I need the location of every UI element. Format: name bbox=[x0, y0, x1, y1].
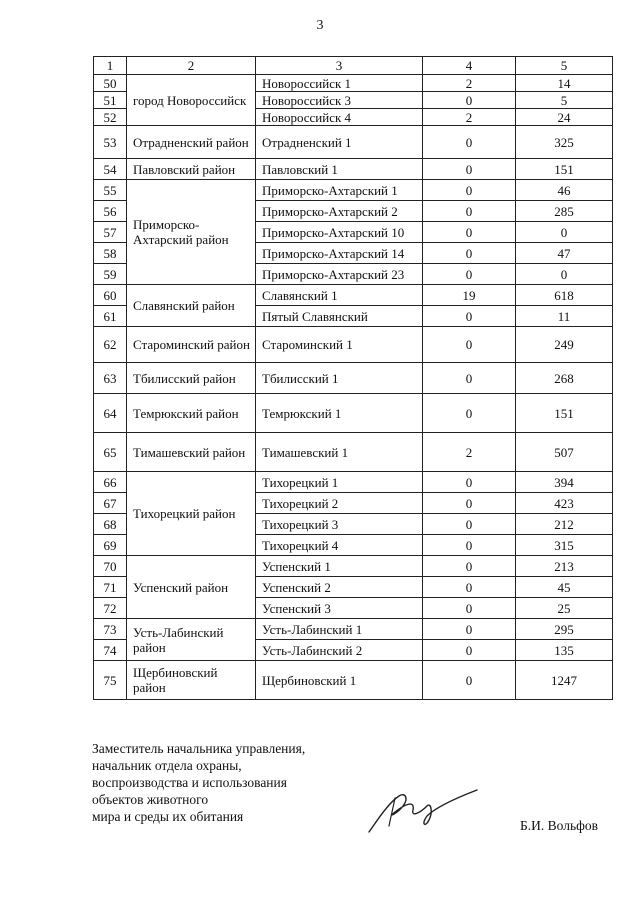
district-name: Тихорецкий район bbox=[127, 472, 256, 556]
hunting-ground-name: Приморско-Ахтарский 14 bbox=[256, 243, 423, 264]
hunting-ground-name: Новороссийск 3 bbox=[256, 92, 423, 109]
row-number: 62 bbox=[94, 327, 127, 363]
value-col5: 25 bbox=[516, 598, 613, 619]
value-col5: 0 bbox=[516, 264, 613, 285]
value-col5: 268 bbox=[516, 363, 613, 394]
row-number: 72 bbox=[94, 598, 127, 619]
value-col4: 0 bbox=[423, 556, 516, 577]
value-col4: 0 bbox=[423, 243, 516, 264]
signer-title-line: начальник отдела охраны, bbox=[92, 758, 242, 773]
district-name: Темрюкский район bbox=[127, 394, 256, 433]
handwritten-signature bbox=[365, 782, 485, 837]
row-number: 67 bbox=[94, 493, 127, 514]
hunting-ground-name: Пятый Славянский bbox=[256, 306, 423, 327]
row-number: 61 bbox=[94, 306, 127, 327]
row-number: 74 bbox=[94, 640, 127, 661]
hunting-ground-name: Успенский 1 bbox=[256, 556, 423, 577]
value-col4: 2 bbox=[423, 433, 516, 472]
signature-block bbox=[92, 740, 352, 825]
row-number: 70 bbox=[94, 556, 127, 577]
value-col4: 0 bbox=[423, 180, 516, 201]
hunting-ground-name: Тихорецкий 4 bbox=[256, 535, 423, 556]
value-col4: 0 bbox=[423, 493, 516, 514]
hunting-ground-name: Тихорецкий 3 bbox=[256, 514, 423, 535]
district-name: Усть-Лабинский район bbox=[127, 619, 256, 661]
header-row bbox=[94, 57, 613, 75]
value-col4: 0 bbox=[423, 126, 516, 159]
value-col4: 0 bbox=[423, 640, 516, 661]
hunting-ground-name: Приморско-Ахтарский 10 bbox=[256, 222, 423, 243]
table-row bbox=[94, 661, 613, 700]
hunting-ground-name: Новороссийск 4 bbox=[256, 109, 423, 126]
value-col5: 618 bbox=[516, 285, 613, 306]
value-col5: 0 bbox=[516, 222, 613, 243]
value-col5: 11 bbox=[516, 306, 613, 327]
value-col5: 47 bbox=[516, 243, 613, 264]
hunting-ground-name: Тихорецкий 1 bbox=[256, 472, 423, 493]
hunting-ground-name: Тихорецкий 2 bbox=[256, 493, 423, 514]
value-col5: 507 bbox=[516, 433, 613, 472]
row-number: 75 bbox=[94, 661, 127, 700]
signer-title-line: объектов животного bbox=[92, 792, 209, 807]
value-col5: 285 bbox=[516, 201, 613, 222]
row-number: 68 bbox=[94, 514, 127, 535]
data-table bbox=[93, 56, 613, 700]
value-col4: 0 bbox=[423, 264, 516, 285]
value-col5: 1247 bbox=[516, 661, 613, 700]
district-name: Успенский район bbox=[127, 556, 256, 619]
column-header: 4 bbox=[423, 57, 516, 75]
value-col4: 19 bbox=[423, 285, 516, 306]
hunting-ground-name: Усть-Лабинский 2 bbox=[256, 640, 423, 661]
value-col4: 0 bbox=[423, 661, 516, 700]
row-number: 64 bbox=[94, 394, 127, 433]
district-name: Староминский район bbox=[127, 327, 256, 363]
table-row bbox=[94, 619, 613, 640]
hunting-ground-name: Успенский 2 bbox=[256, 577, 423, 598]
table-row bbox=[94, 394, 613, 433]
row-number: 73 bbox=[94, 619, 127, 640]
row-number: 53 bbox=[94, 126, 127, 159]
row-number: 60 bbox=[94, 285, 127, 306]
value-col5: 315 bbox=[516, 535, 613, 556]
hunting-ground-name: Тбилисский 1 bbox=[256, 363, 423, 394]
hunting-ground-name: Приморско-Ахтарский 2 bbox=[256, 201, 423, 222]
table-row bbox=[94, 556, 613, 577]
row-number: 57 bbox=[94, 222, 127, 243]
district-name: Тбилисский район bbox=[127, 363, 256, 394]
hunting-ground-name: Темрюкский 1 bbox=[256, 394, 423, 433]
value-col4: 0 bbox=[423, 577, 516, 598]
signer-title-line: Заместитель начальника управления, bbox=[92, 741, 306, 756]
column-header: 3 bbox=[256, 57, 423, 75]
row-number: 66 bbox=[94, 472, 127, 493]
hunting-ground-name: Приморско-Ахтарский 1 bbox=[256, 180, 423, 201]
value-col5: 295 bbox=[516, 619, 613, 640]
table-row bbox=[94, 126, 613, 159]
row-number: 63 bbox=[94, 363, 127, 394]
value-col5: 46 bbox=[516, 180, 613, 201]
hunting-ground-name: Усть-Лабинский 1 bbox=[256, 619, 423, 640]
value-col4: 0 bbox=[423, 472, 516, 493]
value-col4: 0 bbox=[423, 394, 516, 433]
value-col4: 0 bbox=[423, 619, 516, 640]
table-row bbox=[94, 472, 613, 493]
value-col4: 0 bbox=[423, 535, 516, 556]
hunting-ground-name: Успенский 3 bbox=[256, 598, 423, 619]
hunting-ground-name: Тимашевский 1 bbox=[256, 433, 423, 472]
district-name: Славянский район bbox=[127, 285, 256, 327]
column-header: 2 bbox=[127, 57, 256, 75]
row-number: 50 bbox=[94, 75, 127, 92]
value-col4: 2 bbox=[423, 75, 516, 92]
value-col4: 0 bbox=[423, 514, 516, 535]
value-col4: 2 bbox=[423, 109, 516, 126]
row-number: 69 bbox=[94, 535, 127, 556]
hunting-ground-name: Павловский 1 bbox=[256, 159, 423, 180]
row-number: 51 bbox=[94, 92, 127, 109]
value-col5: 394 bbox=[516, 472, 613, 493]
value-col5: 24 bbox=[516, 109, 613, 126]
value-col5: 423 bbox=[516, 493, 613, 514]
value-col5: 213 bbox=[516, 556, 613, 577]
value-col4: 0 bbox=[423, 327, 516, 363]
value-col4: 0 bbox=[423, 92, 516, 109]
hunting-ground-name: Приморско-Ахтарский 23 bbox=[256, 264, 423, 285]
hunting-ground-name: Староминский 1 bbox=[256, 327, 423, 363]
table-row bbox=[94, 285, 613, 306]
district-name: Приморско-Ахтарский район bbox=[127, 180, 256, 285]
page-number: 3 bbox=[316, 18, 324, 33]
row-number: 56 bbox=[94, 201, 127, 222]
row-number: 52 bbox=[94, 109, 127, 126]
column-header: 5 bbox=[516, 57, 613, 75]
column-header: 1 bbox=[94, 57, 127, 75]
table-row bbox=[94, 363, 613, 394]
table-row bbox=[94, 327, 613, 363]
hunting-ground-name: Отрадненский 1 bbox=[256, 126, 423, 159]
hunting-ground-name: Новороссийск 1 bbox=[256, 75, 423, 92]
row-number: 55 bbox=[94, 180, 127, 201]
district-name: Щербиновский район bbox=[127, 661, 256, 700]
row-number: 71 bbox=[94, 577, 127, 598]
value-col4: 0 bbox=[423, 306, 516, 327]
value-col5: 45 bbox=[516, 577, 613, 598]
table-row bbox=[94, 75, 613, 92]
hunting-ground-name: Щербиновский 1 bbox=[256, 661, 423, 700]
value-col4: 0 bbox=[423, 363, 516, 394]
signer-title-line: мира и среды их обитания bbox=[92, 809, 244, 824]
signer-name: Б.И. Вольфов bbox=[520, 818, 598, 833]
value-col5: 249 bbox=[516, 327, 613, 363]
value-col4: 0 bbox=[423, 201, 516, 222]
district-name: город Новороссийск bbox=[127, 75, 256, 126]
value-col5: 212 bbox=[516, 514, 613, 535]
row-number: 65 bbox=[94, 433, 127, 472]
value-col5: 14 bbox=[516, 75, 613, 92]
value-col5: 5 bbox=[516, 92, 613, 109]
district-name: Тимашевский район bbox=[127, 433, 256, 472]
value-col5: 151 bbox=[516, 159, 613, 180]
value-col5: 135 bbox=[516, 640, 613, 661]
district-name: Павловский район bbox=[127, 159, 256, 180]
row-number: 59 bbox=[94, 264, 127, 285]
district-name: Отрадненский район bbox=[127, 126, 256, 159]
row-number: 54 bbox=[94, 159, 127, 180]
value-col5: 325 bbox=[516, 126, 613, 159]
table-row bbox=[94, 180, 613, 201]
table-row bbox=[94, 433, 613, 472]
table-body bbox=[94, 75, 613, 700]
value-col4: 0 bbox=[423, 598, 516, 619]
value-col4: 0 bbox=[423, 222, 516, 243]
signer-title-line: воспроизводства и использования bbox=[92, 775, 287, 790]
table-row bbox=[94, 159, 613, 180]
value-col4: 0 bbox=[423, 159, 516, 180]
row-number: 58 bbox=[94, 243, 127, 264]
value-col5: 151 bbox=[516, 394, 613, 433]
hunting-ground-name: Славянский 1 bbox=[256, 285, 423, 306]
